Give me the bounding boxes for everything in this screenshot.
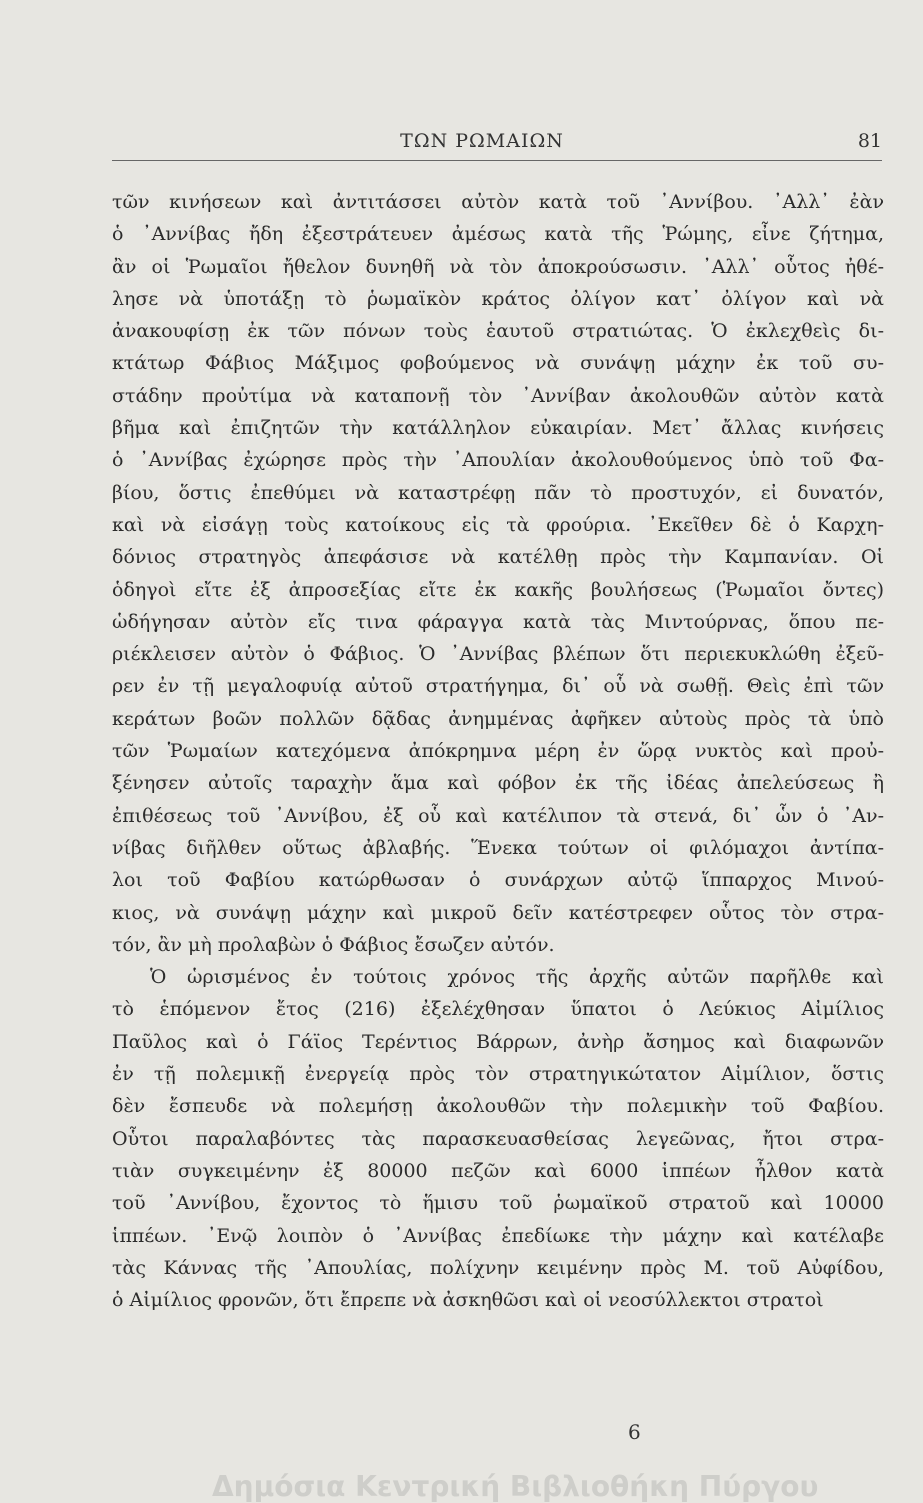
text-line: τοῦ ᾿Αννίβου, ἔχοντος τὸ ἥμισυ τοῦ ῥωμαϊκοῦ στρατοῦ καὶ 10000: [112, 1192, 884, 1215]
running-title: ΤΩΝ ΡΩΜΑΙΩΝ: [400, 130, 564, 152]
text-line: τόν, ἂν μὴ προλαβὼν ὁ Φάβιος ἔσωζεν αὐτόν.: [112, 933, 555, 956]
text-line: ἐν τῇ πολεμικῇ ἐνεργείᾳ πρὸς τὸν στρατηγικώτατον Αἰμίλιον, ὅστις: [112, 1063, 884, 1086]
text-line: λοι τοῦ Φαβίου κατώρθωσαν ὁ συνάρχων αὐτῷ ἵππαρχος Μινού-: [112, 869, 884, 892]
text-line: τῶν Ῥωμαίων κατεχόμενα ἀπόκρημνα μέρη ἐν ὥρᾳ νυκτὸς καὶ προὐ-: [112, 740, 884, 763]
text-line: ρεν ἐν τῇ μεγαλοφυίᾳ αὐτοῦ στρατήγημα, δι᾿ οὗ νὰ σωθῇ. Θεὶς ἐπὶ τῶν: [112, 675, 884, 698]
text-line: κεράτων βοῶν πολλῶν δᾷδας ἀνημμένας ἀφῆκεν αὐτοὺς πρὸς τὰ ὑπὸ: [112, 707, 884, 730]
text-line: δὲν ἔσπευδε νὰ πολεμήσῃ ἀκολουθῶν τὴν πολεμικὴν τοῦ Φαβίου.: [112, 1095, 884, 1118]
text-line: ξένησεν αὐτοῖς ταραχὴν ἅμα καὶ φόβον ἐκ τῆς ἰδέας ἀπελεύσεως ἢ: [112, 772, 884, 795]
text-line: Ὁ ὡρισμένος ἐν τούτοις χρόνος τῆς ἀρχῆς αὐτῶν παρῆλθε καὶ: [150, 966, 884, 989]
library-watermark: Δημόσια Κεντρική Βιβλιοθήκη Πύργου: [212, 1470, 819, 1503]
page-header: [112, 130, 882, 166]
text-line: τὰς Κάννας τῆς ᾿Απουλίας, πολίχνην κειμένην πρὸς Μ. τοῦ Αὐφίδου,: [112, 1256, 884, 1279]
text-line: κτάτωρ Φάβιος Μάξιμος φοβούμενος νὰ συνάψῃ μάχην ἐκ τοῦ συ-: [112, 352, 884, 375]
text-line: ριέκλεισεν αὐτὸν ὁ Φάβιος. Ὁ ᾿Αννίβας βλέπων ὅτι περιεκυκλώθη ἐξεῦ-: [112, 643, 884, 666]
text-line: ὡδήγησαν αὐτὸν εἴς τινα φάραγγα κατὰ τὰς Μιντούρνας, ὅπου πε-: [112, 610, 884, 633]
text-line: ὁ ᾿Αννίβας ἤδη ἐξεστράτευεν ἀμέσως κατὰ τῆς Ῥώμης, εἶνε ζήτημα,: [112, 223, 884, 246]
text-line: ὁδηγοὶ εἴτε ἐξ ἀπροσεξίας εἴτε ἐκ κακῆς βουλήσεως (Ῥωμαῖοι ὄντες): [112, 578, 884, 601]
text-line: βίου, ὅστις ἐπεθύμει νὰ καταστρέφῃ πᾶν τὸ προστυχόν, εἰ δυνατόν,: [112, 481, 884, 504]
page-number: 81: [857, 130, 882, 152]
text-line: δόνιος στρατηγὸς ἀπεφάσισε νὰ κατέλθῃ πρὸς τὴν Καμπανίαν. Οἱ: [112, 546, 884, 569]
text-line: καὶ νὰ εἰσάγῃ τοὺς κατοίκους εἰς τὰ φρούρια. ᾿Εκεῖθεν δὲ ὁ Καρχη-: [112, 513, 884, 536]
text-line: βῆμα καὶ ἐπιζητῶν τὴν κατάλληλον εὐκαιρίαν. Μετ᾿ ἄλλας κινήσεις: [112, 417, 884, 440]
text-line: ἐπιθέσεως τοῦ ᾿Αννίβου, ἐξ οὗ καὶ κατέλιπον τὰ στενά, δι᾿ ὧν ὁ ᾿Αν-: [112, 804, 884, 827]
text-line: νίβας διῆλθεν οὕτως ἀβλαβής. Ἕνεκα τούτων οἱ φιλόμαχοι ἀντίπα-: [112, 836, 884, 859]
text-line: τιὰν συγκειμένην ἐξ 80000 πεζῶν καὶ 6000 ἱππέων ἦλθον κατὰ: [112, 1159, 884, 1182]
text-line: στάδην προὐτίμα νὰ καταπονῇ τὸν ᾿Αννίβαν ἀκολουθῶν αὐτὸν κατὰ: [112, 384, 884, 407]
text-line: κιος, νὰ συνάψῃ μάχην καὶ μικροῦ δεῖν κατέστρεφεν οὗτος τὸν στρα-: [112, 901, 884, 924]
text-line: λησε νὰ ὑποτάξῃ τὸ ῥωμαϊκὸν κράτος ὀλίγον κατ᾿ ὀλίγον καὶ νὰ: [112, 287, 884, 310]
text-line: τὸ ἑπόμενον ἔτος (216) ἐξελέχθησαν ὕπατοι ὁ Λεύκιος Αἰμίλιος: [112, 998, 884, 1021]
text-line: ἂν οἱ Ῥωμαῖοι ἤθελον δυνηθῆ νὰ τὸν ἀποκρούσωσιν. ᾿Αλλ᾿ οὗτος ἠθέ-: [112, 255, 884, 278]
text-line: ὁ Αἰμίλιος φρονῶν, ὅτι ἔπρεπε νὰ ἀσκηθῶσι καὶ οἱ νεοσύλλεκτοι στρατοὶ: [112, 1289, 824, 1312]
body-text: [112, 186, 884, 1316]
text-line: ὁ ᾿Αννίβας ἐχώρησε πρὸς τὴν ᾿Απουλίαν ἀκολουθούμενος ὑπὸ τοῦ Φα-: [112, 449, 884, 472]
text-line: Οὗτοι παραλαβόντες τὰς παρασκευασθείσας λεγεῶνας, ἤτοι στρα-: [112, 1127, 884, 1150]
text-line: ἱππέων. ᾿Ενῷ λοιπὸν ὁ ᾿Αννίβας ἐπεδίωκε τὴν μάχην καὶ κατέλαβε: [112, 1224, 884, 1247]
text-line: ἀνακουφίσῃ ἐκ τῶν πόνων τοὺς ἑαυτοῦ στρατιώτας. Ὁ ἐκλεχθεὶς δι-: [112, 320, 884, 343]
text-line: τῶν κινήσεων καὶ ἀντιτάσσει αὐτὸν κατὰ τοῦ ᾿Αννίβου. ᾿Αλλ᾿ ἐὰν: [112, 191, 884, 213]
text-line: Παῦλος καὶ ὁ Γάϊος Τερέντιος Βάρρων, ἀνὴρ ἄσημος καὶ διαφωνῶν: [112, 1030, 884, 1053]
signature-mark: 6: [628, 1420, 641, 1444]
header-rule: [112, 160, 882, 161]
